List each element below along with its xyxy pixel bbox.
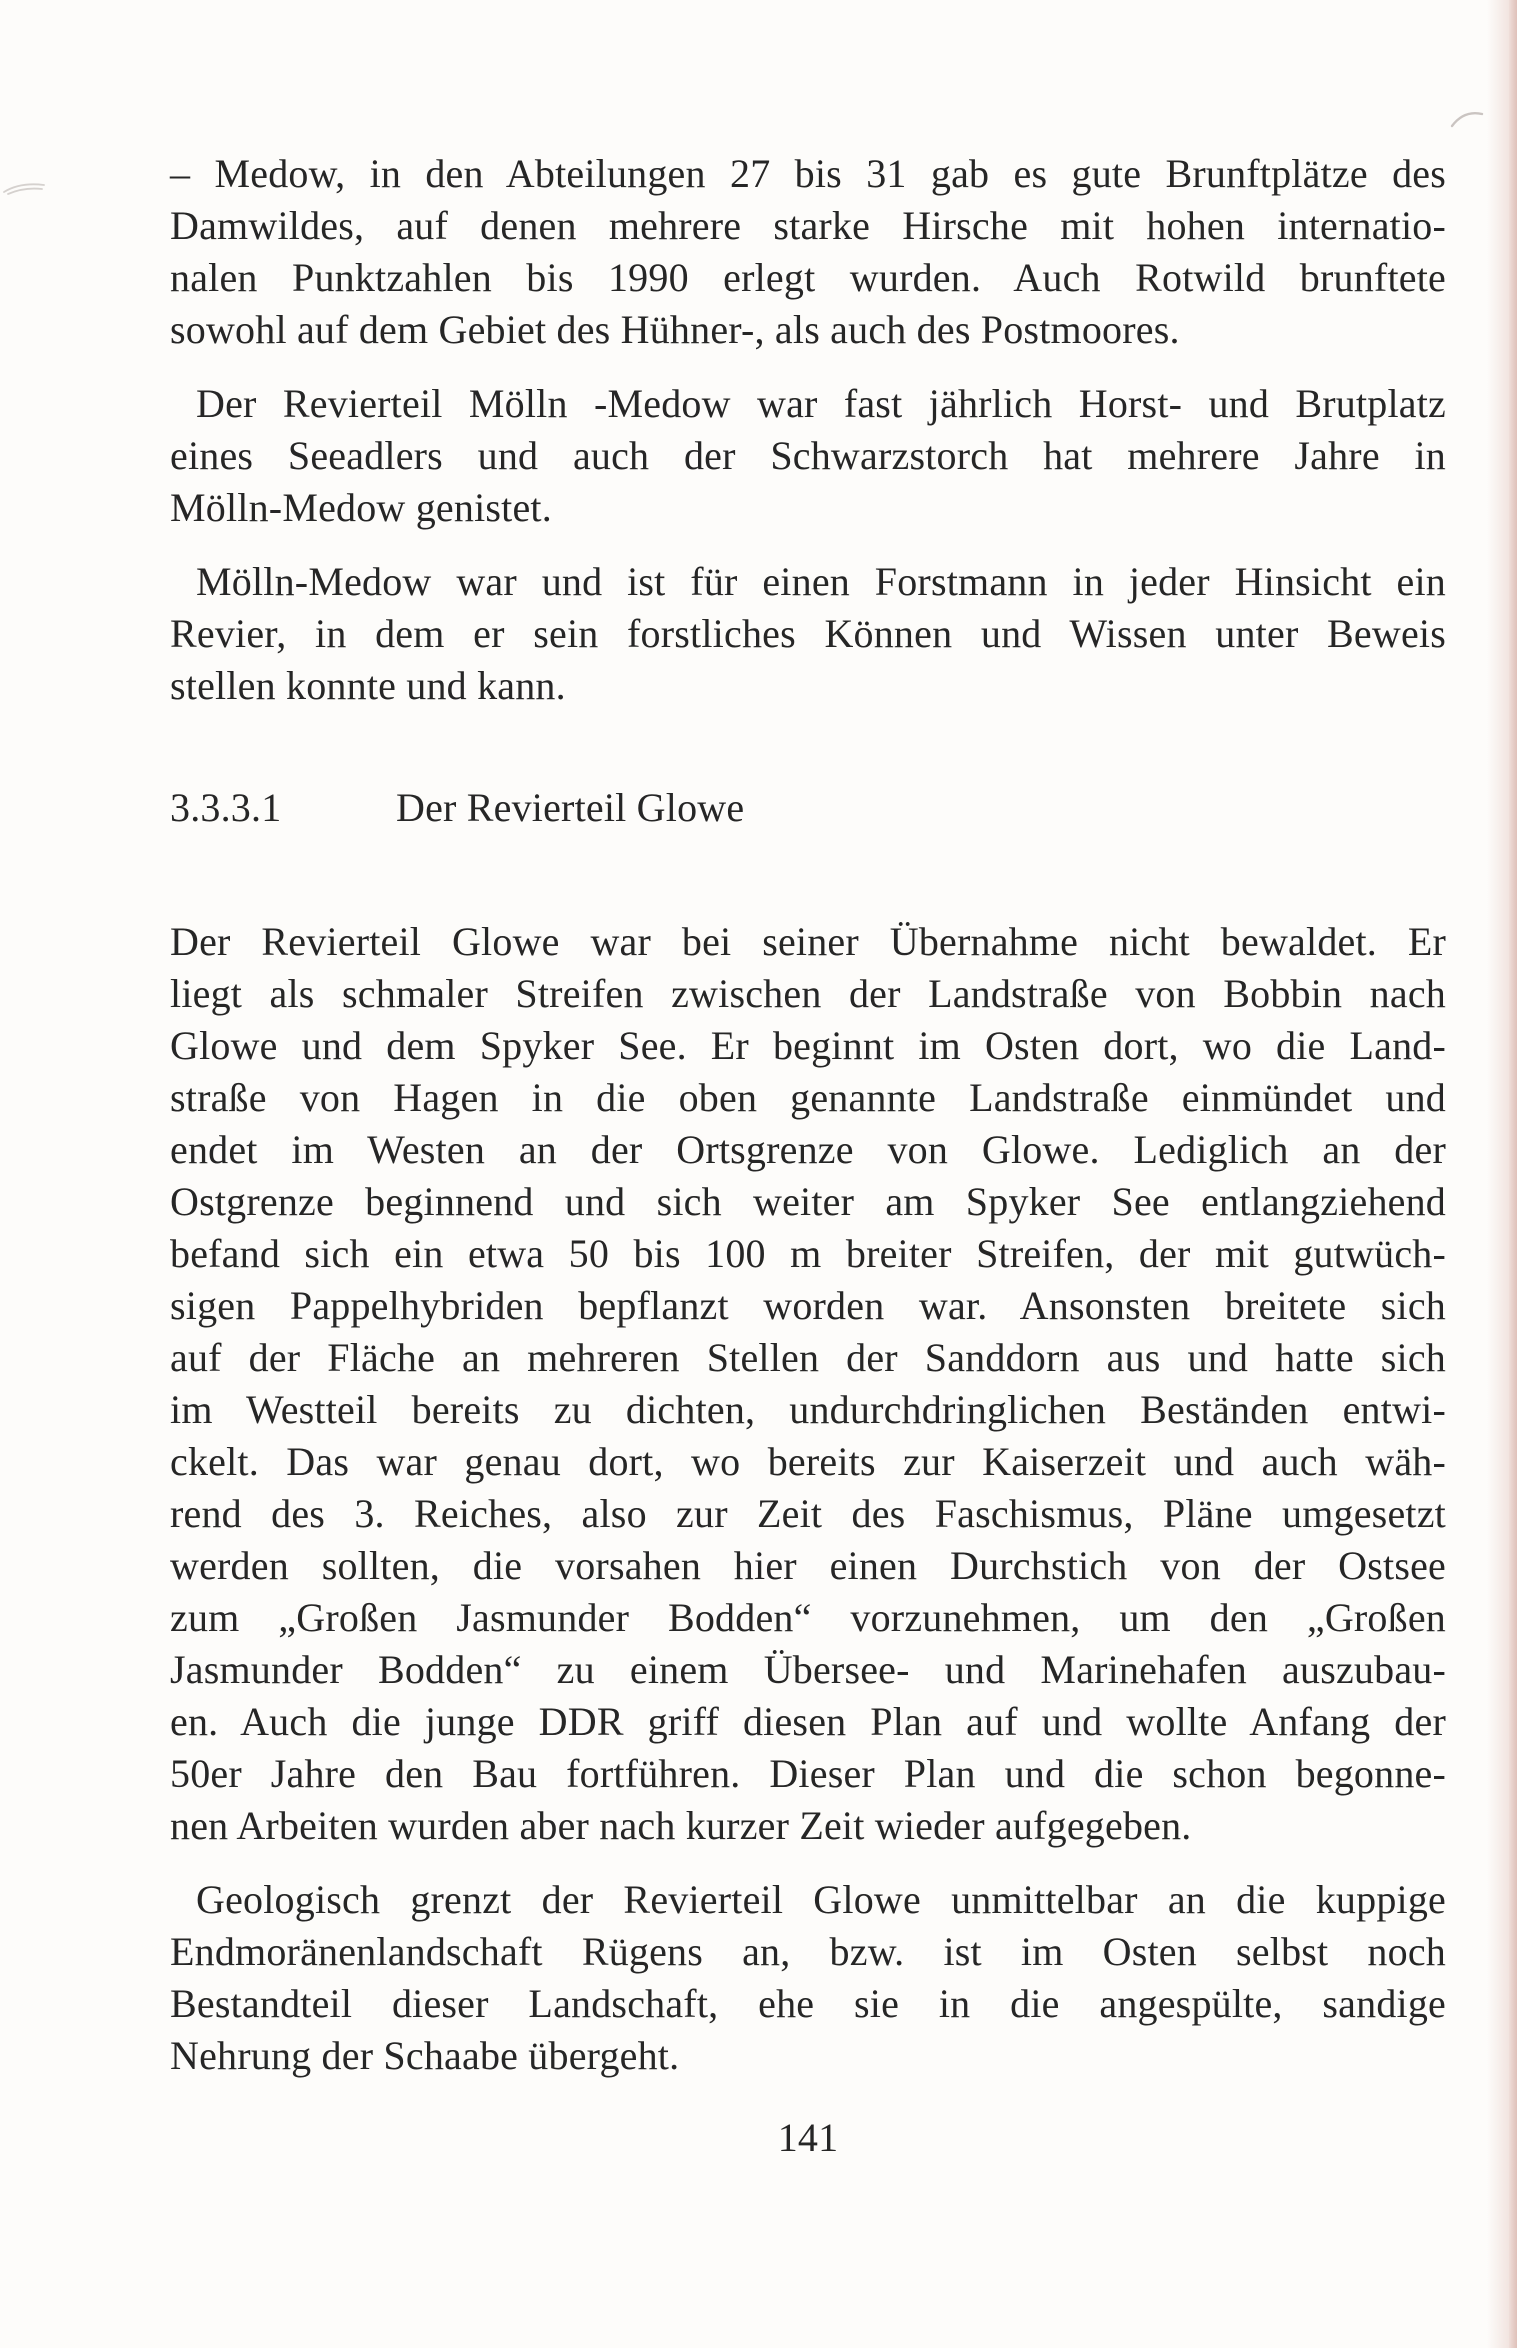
- scan-edge-shadow-inner: [1509, 0, 1517, 2348]
- text-line: nen Arbeiten wurden aber nach kurzer Zeit wieder aufgegeben.: [170, 1803, 1192, 1848]
- text-line: sigen Pappelhybriden bepflanzt worden war. Ansonsten breitete sich: [170, 1283, 1446, 1328]
- text-line: endet im Westen an der Ortsgrenze von Glowe. Lediglich an der: [170, 1127, 1446, 1172]
- text-line: befand sich ein etwa 50 bis 100 m breiter Streifen, der mit gutwüch-: [170, 1231, 1446, 1276]
- section-heading: [170, 782, 1446, 834]
- text-line: im Westteil bereits zu dichten, undurchdringlichen Beständen entwi-: [170, 1387, 1446, 1432]
- text-line: werden sollten, die vorsahen hier einen Durchstich von der Ostsee: [170, 1543, 1446, 1588]
- paragraph: [170, 1874, 1446, 2082]
- section-number: 3.3.3.1: [170, 785, 282, 830]
- paragraph: [170, 916, 1446, 1852]
- paragraph: [170, 378, 1446, 534]
- text-line: auf der Fläche an mehreren Stellen der Sanddorn aus und hatte sich: [170, 1335, 1446, 1380]
- text-line: Bestandteil dieser Landschaft, ehe sie in die angespülte, sandige: [170, 1981, 1446, 2026]
- page-number: 141: [777, 2115, 839, 2160]
- text-line: Revier, in dem er sein forstliches Können und Wissen unter Beweis: [170, 611, 1446, 656]
- text-line: 50er Jahre den Bau fortführen. Dieser Plan und die schon begonne-: [170, 1751, 1446, 1796]
- text-line: liegt als schmaler Streifen zwischen der Landstraße von Bobbin nach: [170, 971, 1446, 1016]
- text-line: – Medow, in den Abteilungen 27 bis 31 gab es gute Brunftplätze des: [170, 151, 1446, 196]
- section-title: Der Revierteil Glowe: [396, 785, 745, 830]
- text-line: Mölln-Medow war und ist für einen Forstmann in jeder Hinsicht ein: [196, 559, 1446, 604]
- text-line: Ostgrenze beginnend und sich weiter am Spyker See entlangziehend: [170, 1179, 1446, 1224]
- text-line: Endmoränenlandschaft Rügens an, bzw. ist im Osten selbst noch: [170, 1929, 1446, 1974]
- paragraph: [170, 148, 1446, 356]
- text-line: rend des 3. Reiches, also zur Zeit des Faschismus, Pläne umgesetzt: [170, 1491, 1446, 1536]
- paragraph: [170, 556, 1446, 712]
- text-line: en. Auch die junge DDR griff diesen Plan auf und wollte Anfang der: [170, 1699, 1446, 1744]
- scan-edge-shadow: [1487, 0, 1517, 2348]
- scan-artifact-mark: [1448, 106, 1488, 132]
- text-line: Nehrung der Schaabe übergeht.: [170, 2033, 680, 2078]
- text-line: Geologisch grenzt der Revierteil Glowe unmittelbar an die kuppige: [196, 1877, 1446, 1922]
- text-line: stellen konnte und kann.: [170, 663, 566, 708]
- text-line: nalen Punktzahlen bis 1990 erlegt wurden. Auch Rotwild brunftete: [170, 255, 1446, 300]
- scan-artifact-mark: [2, 178, 48, 198]
- text-line: Der Revierteil Mölln -Medow war fast jährlich Horst- und Brutplatz: [196, 381, 1446, 426]
- text-line: straße von Hagen in die oben genannte Landstraße einmündet und: [170, 1075, 1446, 1120]
- text-line: Mölln-Medow genistet.: [170, 485, 552, 530]
- text-line: Der Revierteil Glowe war bei seiner Übernahme nicht bewaldet. Er: [170, 919, 1446, 964]
- text-line: Glowe und dem Spyker See. Er beginnt im Osten dort, wo die Land-: [170, 1023, 1446, 1068]
- text-line: sowohl auf dem Gebiet des Hühner-, als auch des Postmoores.: [170, 307, 1180, 352]
- text-block: [170, 148, 1446, 2164]
- text-line: Jasmunder Bodden“ zu einem Übersee- und Marinehafen auszubau-: [170, 1647, 1446, 1692]
- text-line: Damwildes, auf denen mehrere starke Hirsche mit hohen internatio-: [170, 203, 1446, 248]
- text-line: eines Seeadlers und auch der Schwarzstorch hat mehrere Jahre in: [170, 433, 1446, 478]
- text-line: zum „Großen Jasmunder Bodden“ vorzunehmen, um den „Großen: [170, 1595, 1446, 1640]
- text-line: ckelt. Das war genau dort, wo bereits zur Kaiserzeit und auch wäh-: [170, 1439, 1446, 1484]
